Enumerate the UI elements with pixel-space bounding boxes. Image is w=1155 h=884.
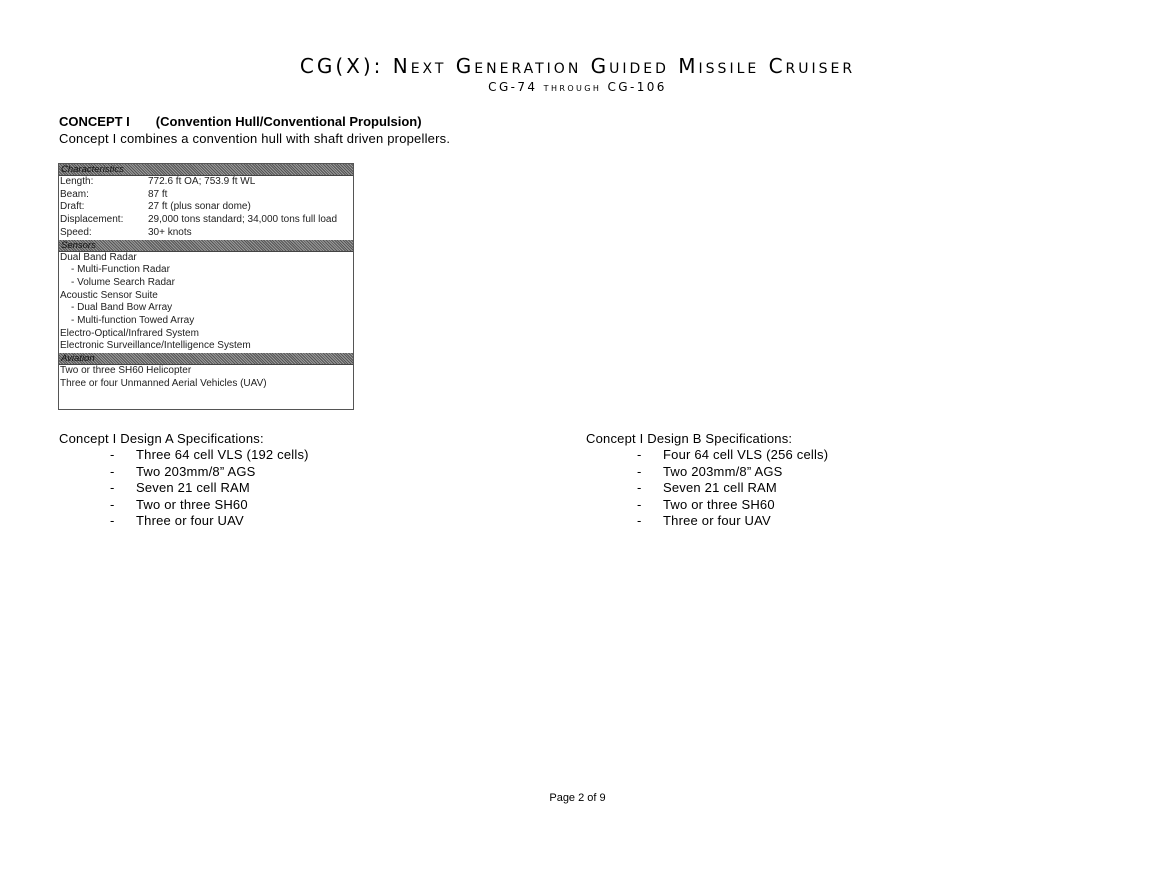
- spec-list-item: [59, 513, 264, 530]
- spec-list-item: [59, 497, 264, 514]
- characteristic-value: 772.6 ft OA; 753.9 ft WL: [148, 176, 256, 187]
- characteristic-label: Beam:: [60, 188, 89, 200]
- spec-table: [58, 163, 354, 410]
- spec-item-text: Four 64 cell VLS (256 cells): [663, 447, 829, 462]
- sensor-subitem: - Dual Band Bow Array: [71, 302, 173, 314]
- sensors-rows: [59, 252, 353, 354]
- characteristic-row: [59, 189, 353, 202]
- characteristic-value: 29,000 tons standard; 34,000 tons full load: [148, 214, 338, 226]
- characteristic-label: Speed:: [60, 226, 92, 238]
- sensor-item: Acoustic Sensor Suite: [60, 289, 158, 301]
- spec-item-text: Two 203mm/8” AGS: [663, 463, 783, 479]
- spec-list-item: [586, 480, 792, 497]
- characteristic-label: Draft:: [60, 201, 85, 213]
- sensor-subitem: - Volume Search Radar: [71, 276, 175, 288]
- bullet-dash: -: [110, 496, 115, 512]
- spec-list-item: [59, 480, 264, 497]
- concept-description: Concept I combines a convention hull with shaft driven propellers.: [59, 131, 451, 146]
- spec-list-item: [586, 513, 792, 530]
- aviation-item: Two or three SH60 Helicopter: [60, 365, 192, 377]
- spec-item-text: Three or four UAV: [663, 513, 771, 529]
- characteristics-rows: [59, 176, 353, 240]
- design-a-specs: [59, 430, 309, 530]
- spec-item-text: Two or three SH60: [136, 496, 248, 512]
- bullet-dash: -: [637, 496, 642, 512]
- aviation-heading: Aviation: [59, 353, 353, 365]
- characteristic-label: Length:: [60, 176, 94, 187]
- bullet-dash: -: [637, 513, 642, 529]
- concept-paren: (Convention Hull/Conventional Propulsion): [155, 114, 422, 129]
- bullet-dash: -: [110, 463, 115, 479]
- spec-item-text: Three 64 cell VLS (192 cells): [136, 447, 309, 462]
- characteristic-value: 27 ft (plus sonar dome): [148, 201, 251, 213]
- sensor-item: Electronic Surveillance/Intelligence System: [60, 340, 251, 352]
- spec-item-text: Seven 21 cell RAM: [136, 480, 250, 496]
- characteristic-row: [59, 176, 353, 189]
- design-b-title: Concept I Design B Specifications:: [586, 431, 793, 446]
- design-b-list: [586, 447, 829, 530]
- spec-list-item: [586, 497, 792, 514]
- bullet-dash: -: [637, 447, 642, 462]
- characteristic-row: [59, 227, 353, 240]
- characteristic-row: [59, 214, 353, 227]
- bullet-dash: -: [110, 513, 115, 529]
- spec-list-item: [586, 447, 829, 464]
- bullet-dash: -: [637, 463, 642, 479]
- characteristic-label: Displacement:: [60, 214, 124, 226]
- spec-list-item: [59, 464, 264, 481]
- bullet-dash: -: [110, 447, 115, 462]
- sensor-item: Dual Band Radar: [60, 251, 137, 263]
- characteristic-value: 87 ft: [148, 188, 168, 200]
- spec-item-text: Two or three SH60: [663, 496, 775, 512]
- concept-heading: [59, 114, 422, 129]
- spec-item-text: Seven 21 cell RAM: [663, 480, 777, 496]
- characteristics-heading: Characteristics: [59, 164, 353, 176]
- spec-list-item: [59, 447, 309, 464]
- sensor-subitem: - Multi-function Towed Array: [71, 315, 195, 327]
- aviation-item: Three or four Unmanned Aerial Vehicles (UAV): [60, 377, 267, 389]
- sensor-item: Electro-Optical/Infrared System: [60, 327, 199, 339]
- design-a-list: [59, 447, 309, 530]
- page-number: Page 2 of 9: [549, 792, 606, 804]
- design-a-title: Concept I Design A Specifications:: [59, 431, 264, 446]
- characteristic-value: 30+ knots: [148, 226, 192, 238]
- design-b-specs: [586, 430, 829, 530]
- characteristic-row: [59, 201, 353, 214]
- spec-list-item: [586, 464, 792, 481]
- sensor-subitem: - Multi-Function Radar: [71, 264, 170, 276]
- bullet-dash: -: [110, 480, 115, 496]
- spec-item-text: Three or four UAV: [136, 513, 244, 529]
- aviation-rows: [59, 365, 353, 390]
- page-subtitle: CG-74 through CG-106: [488, 80, 667, 94]
- page-title: CG(X): Next Generation Guided Missile Cruiser: [299, 54, 856, 78]
- concept-label: CONCEPT I: [59, 114, 130, 129]
- spec-item-text: Two 203mm/8” AGS: [136, 463, 256, 479]
- sensors-heading: Sensors: [59, 240, 353, 252]
- bullet-dash: -: [637, 480, 642, 496]
